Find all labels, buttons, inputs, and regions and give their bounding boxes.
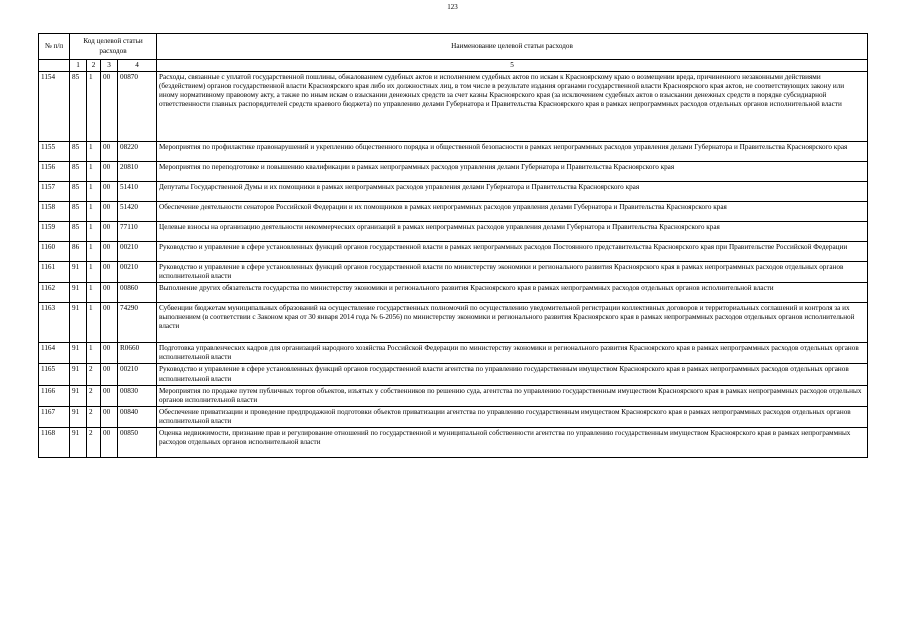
table-row: [39, 202, 868, 222]
code-part-4: 00210: [118, 364, 157, 385]
row-number: 1154: [39, 72, 70, 142]
table-row: [39, 283, 868, 303]
code-part-4: 51420: [118, 202, 157, 222]
code-part-4: 77110: [118, 222, 157, 242]
row-description: Целевые взносы на организацию деятельности некоммерческих организаций в рамках непрограммных расходов управления делами Губернатора и Правительства Красноярского края: [157, 222, 868, 242]
table-row: [39, 142, 868, 162]
row-description: Обеспечение приватизации и проведение предпродажной подготовки объектов приватизации агентства по управлению государственным имуществом Красноярского края в рамках непрограммных расходов отдельных органов исполнительной власти: [157, 406, 868, 427]
code-part-1: 91: [70, 303, 87, 343]
budget-table: [38, 33, 868, 458]
code-part-1: 85: [70, 222, 87, 242]
column-index: 3: [101, 60, 118, 72]
table-row: [39, 364, 868, 385]
code-part-4: 74290: [118, 303, 157, 343]
code-part-3: 00: [101, 262, 118, 283]
row-number: 1168: [39, 428, 70, 458]
code-part-4: 00210: [118, 262, 157, 283]
row-description: Мероприятия по продаже путем публичных торгов объектов, изъятых у собственников по решению суда, агентства по управлению государственным имуществом Красноярского края в рамках непрограммных расходов отдельных органов исполнительной власти: [157, 385, 868, 406]
column-index-blank: [39, 60, 70, 72]
table-row: [39, 385, 868, 406]
row-description: Обеспечение деятельности сенаторов Российской Федерации и их помощников в рамках непрограммных расходов управления делами Губернатора и Правительства Красноярского края: [157, 202, 868, 222]
row-description: Подготовка управленческих кадров для организаций народного хозяйства Российской Федерации по министерству экономики и регионального развития Красноярского края в рамках непрограммных расходов отдельных органов исполнительной власти: [157, 343, 868, 364]
row-description: Мероприятия по профилактике правонарушений и укреплению общественного порядка и общественной безопасности в рамках непрограммных расходов управления делами Губернатора и Правительства Красноярского края: [157, 142, 868, 162]
column-index: 1: [70, 60, 87, 72]
code-part-4: 08220: [118, 142, 157, 162]
page-number: 123: [447, 3, 458, 11]
table-row: [39, 182, 868, 202]
column-index: 5: [157, 60, 868, 72]
row-number: 1155: [39, 142, 70, 162]
code-part-1: 85: [70, 142, 87, 162]
table-row: [39, 428, 868, 458]
code-part-3: 00: [101, 162, 118, 182]
code-part-1: 85: [70, 182, 87, 202]
table-row: [39, 262, 868, 283]
column-index: 2: [87, 60, 101, 72]
row-description: Депутаты Государственной Думы и их помощники в рамках непрограммных расходов управления делами Губернатора и Правительства Красноярского края: [157, 182, 868, 202]
table-row: [39, 222, 868, 242]
row-description: Руководство и управление в сфере установленных функций органов государственной власти по министерству экономики и регионального развития Красноярского края в рамках непрограммных расходов отдельных органов исполнительной власти: [157, 262, 868, 283]
code-part-1: 85: [70, 162, 87, 182]
row-number: 1161: [39, 262, 70, 283]
row-description: Мероприятия по переподготовке и повышению квалификации в рамках непрограммных расходов управления делами Губернатора и Правительства Красноярского края: [157, 162, 868, 182]
code-part-3: 00: [101, 343, 118, 364]
code-part-3: 00: [101, 182, 118, 202]
code-part-3: 00: [101, 72, 118, 142]
code-part-2: 1: [87, 343, 101, 364]
row-description: Руководство и управление в сфере установленных функций органов государственной власти в рамках непрограммных расходов Постоянного представительства Красноярского края при Правительстве Российской Федерации: [157, 242, 868, 262]
code-part-4: 51410: [118, 182, 157, 202]
row-number: 1158: [39, 202, 70, 222]
row-description: Руководство и управление в сфере установленных функций органов государственной власти агентства по управлению государственным имуществом Красноярского края в рамках непрограммных расходов отдельных органов исполнительной власти: [157, 364, 868, 385]
code-part-3: 00: [101, 303, 118, 343]
header-name: Наименование целевой статьи расходов: [157, 34, 868, 60]
column-index-row: [39, 60, 868, 72]
code-part-2: 1: [87, 303, 101, 343]
table-body: [39, 72, 868, 458]
code-part-4: 00830: [118, 385, 157, 406]
code-part-4: 00850: [118, 428, 157, 458]
row-number: 1167: [39, 406, 70, 427]
row-number: 1165: [39, 364, 70, 385]
code-part-2: 1: [87, 182, 101, 202]
row-number: 1162: [39, 283, 70, 303]
code-part-1: 91: [70, 385, 87, 406]
code-part-2: 2: [87, 385, 101, 406]
code-part-4: 00860: [118, 283, 157, 303]
header-code-group: Код целевой статьи расходов: [70, 34, 157, 60]
row-description: Выполнение других обязательств государства по министерству экономики и регионального развития Красноярского края в рамках непрограммных расходов отдельных органов исполнительной власти: [157, 283, 868, 303]
code-part-3: 00: [101, 142, 118, 162]
code-part-3: 00: [101, 222, 118, 242]
header-row: [39, 34, 868, 60]
code-part-1: 91: [70, 283, 87, 303]
code-part-3: 00: [101, 385, 118, 406]
code-part-4: 00840: [118, 406, 157, 427]
code-part-1: 91: [70, 428, 87, 458]
code-part-4: 00870: [118, 72, 157, 142]
code-part-2: 1: [87, 262, 101, 283]
code-part-1: 91: [70, 406, 87, 427]
code-part-2: 1: [87, 202, 101, 222]
code-part-3: 00: [101, 364, 118, 385]
header-num: № п/п: [39, 34, 70, 60]
column-index: 4: [118, 60, 157, 72]
code-part-2: 1: [87, 142, 101, 162]
code-part-2: 2: [87, 406, 101, 427]
table-row: [39, 406, 868, 427]
row-number: 1166: [39, 385, 70, 406]
code-part-1: 85: [70, 202, 87, 222]
code-part-2: 1: [87, 222, 101, 242]
code-part-1: 91: [70, 364, 87, 385]
code-part-2: 1: [87, 162, 101, 182]
row-number: 1164: [39, 343, 70, 364]
code-part-2: 1: [87, 72, 101, 142]
table-row: [39, 303, 868, 343]
code-part-1: 91: [70, 262, 87, 283]
row-number: 1157: [39, 182, 70, 202]
row-number: 1160: [39, 242, 70, 262]
table-row: [39, 162, 868, 182]
row-number: 1163: [39, 303, 70, 343]
row-description: Расходы, связанные с уплатой государственной пошлины, обжалованием судебных актов и исполнением судебных актов по искам к Красноярскому краю о возмещении вреда, причиненного незаконными действиями (бездействием) органов государственной власти Красноярского края либо их должностных лиц, в том числе в результате издания органами государственной власти Красноярского края актов, не соответствующих закону или иному нормативному правовому акту, а также по иным искам о взыскании денежных средств за счет казны Красноярского края (за исключением судебных актов о взыскании денежных средств в порядке субсидиарной ответственности главных распорядителей средств краевого бюджета) по управлению делами Губернатора и Правительства Красноярского края в рамках непрограммных расходов отдельных органов исполнительной власти: [157, 72, 868, 142]
row-number: 1156: [39, 162, 70, 182]
code-part-2: 1: [87, 283, 101, 303]
row-description: Субвенции бюджетам муниципальных образований на осуществление государственных полномочий по осуществлению уведомительной регистрации коллективных договоров и территориальных соглашений и контроля за их выполнением (в соответствии с Законом края от 30 января 2014 года № 6-2056) по министерству экономики и регионального развития Красноярского края в рамках непрограммных расходов отдельных органов исполнительной власти: [157, 303, 868, 343]
code-part-3: 00: [101, 202, 118, 222]
code-part-1: 91: [70, 343, 87, 364]
code-part-2: 1: [87, 242, 101, 262]
code-part-2: 2: [87, 364, 101, 385]
code-part-4: 20810: [118, 162, 157, 182]
code-part-1: 85: [70, 72, 87, 142]
row-number: 1159: [39, 222, 70, 242]
table-row: [39, 72, 868, 142]
table-row: [39, 343, 868, 364]
code-part-1: 86: [70, 242, 87, 262]
code-part-4: 00210: [118, 242, 157, 262]
code-part-3: 00: [101, 283, 118, 303]
code-part-3: 00: [101, 428, 118, 458]
table-row: [39, 242, 868, 262]
code-part-4: R0660: [118, 343, 157, 364]
row-description: Оценка недвижимости, признание прав и регулирование отношений по государственной и муниципальной собственности агентства по управлению государственным имуществом Красноярского края в рамках непрограммных расходов отдельных органов исполнительной власти: [157, 428, 868, 458]
code-part-2: 2: [87, 428, 101, 458]
code-part-3: 00: [101, 242, 118, 262]
code-part-3: 00: [101, 406, 118, 427]
